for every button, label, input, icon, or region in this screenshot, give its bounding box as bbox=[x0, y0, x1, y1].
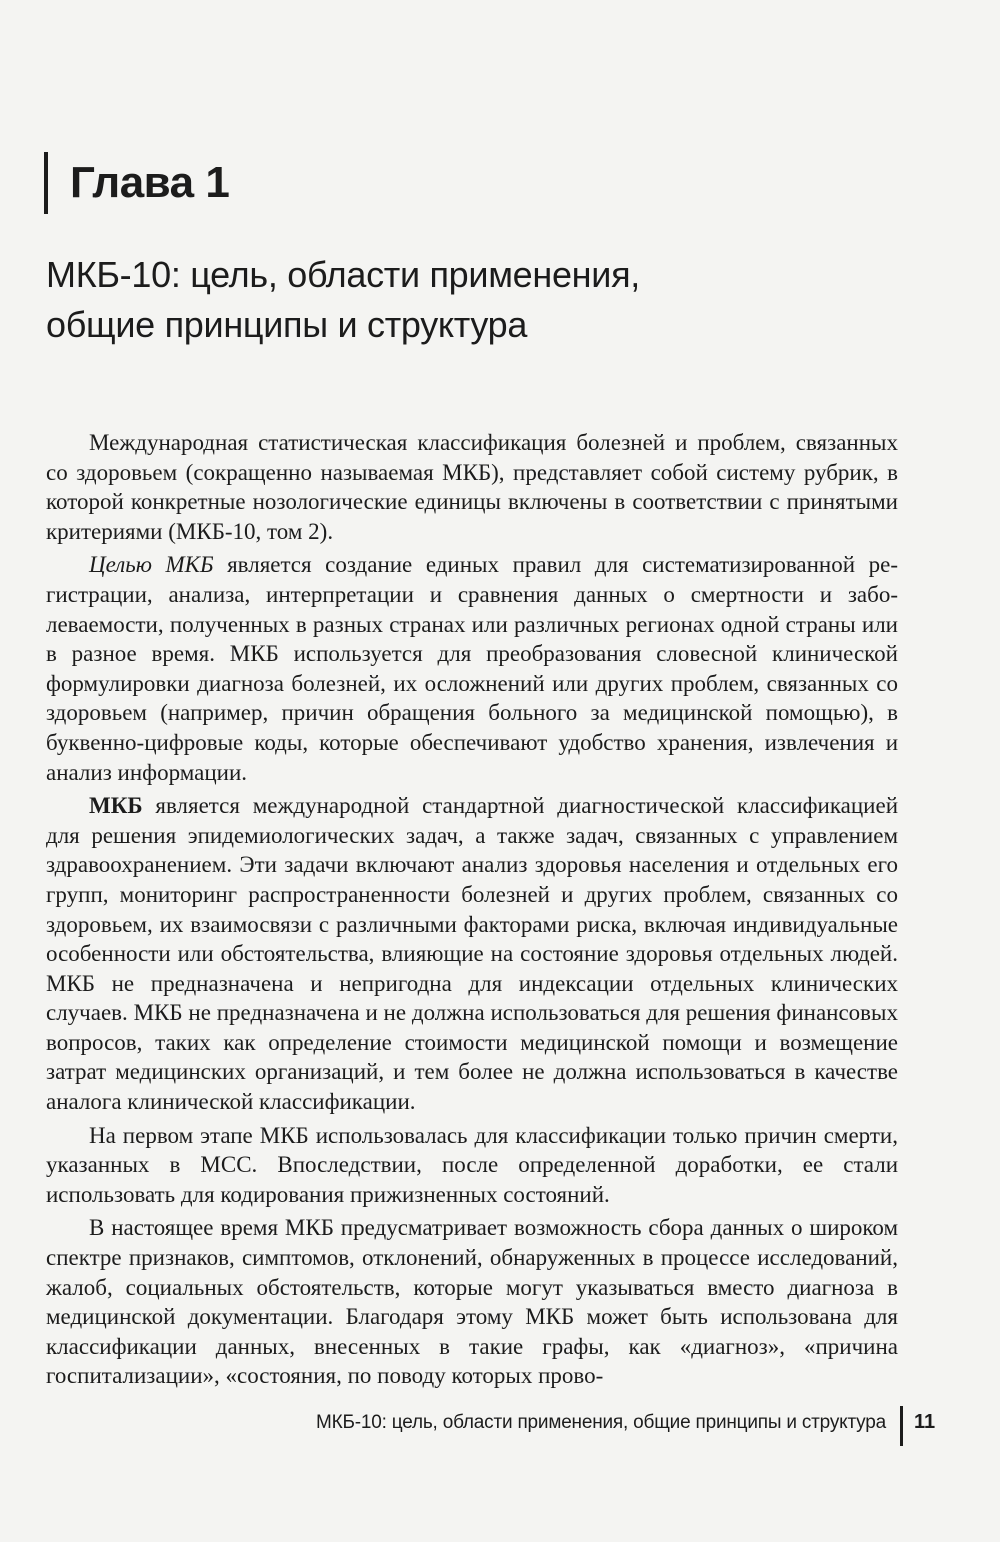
body-text bbox=[46, 428, 898, 1391]
chapter-label: Глава 1 bbox=[70, 158, 230, 207]
paragraph-2-text: является создание единых правил для систематизированной регистрации, анализа, интерпретации и сравнения данных о смертности и заболеваемости, полученных в разных странах или различных регионах одной страны или в разное время. МКБ используется для преобразования словесной клинической формулировки диагноза болезней, их осложнений или других проблем, связанных со здоровьем (например, причин обращения больного за медицинской помощью), в буквенно-цифровые коды, которые обеспечивают удобство хранения, извлечения и анализ информации. bbox=[46, 552, 898, 785]
chapter-heading bbox=[44, 152, 229, 214]
running-title: МКБ-10: цель, области применения, общие принципы и структура bbox=[315, 1412, 886, 1433]
page-title bbox=[46, 250, 946, 350]
page-number: 11 bbox=[914, 1411, 936, 1433]
paragraph-4: На первом этапе МКБ использовалась для классификации только причин смерти, указанных в МСС. Впоследствии, после определенной доработки, ее стали использовать для кодирования прижизненных состояний. bbox=[46, 1122, 898, 1207]
footer-divider bbox=[900, 1406, 903, 1446]
page-title-line-2: общие принципы и структура bbox=[46, 304, 528, 345]
page-title-line-1: МКБ-10: цель, области применения, bbox=[46, 254, 640, 295]
paragraph-3-text: является международной стандартной диагностической классификацией для решения эпидемиологических задач, а также задач, связанных с управлением здравоохранением. Эти задачи включают анализ здоровья населения и отдельных его групп, мониторинг распространенности болезней и других проблем, связанных со здоровьем, их взаимосвязи с различными факторами риска, включая индивидуальные особенности или обстоятельства, влияющие на состояние здоровья отдельных людей. МКБ не предназначена и непригодна для индексации отдельных клинических случаев. МКБ не предназначена и не должна использоваться для решения финансовых вопросов, таких как определение стоимости медицинской помощи и возмещение затрат медицинских организаций, и тем более не должна использоваться в качестве аналога клинической классификации. bbox=[46, 793, 898, 1115]
paragraph-3 bbox=[46, 791, 898, 1117]
paragraph-1: Международная статистическая классификация болезней и проблем, связанных со здоровьем (сокращенно называемая МКБ), представляет собой систему рубрик, в которой конкретные нозологические единицы включены в соответствии с принятыми критериями (МКБ-10, том 2). bbox=[46, 430, 898, 544]
paragraph-2-emphasis: Целью МКБ bbox=[89, 552, 214, 578]
page-footer bbox=[0, 1406, 1000, 1446]
paragraph-5: В настоящее время МКБ предусматривает возможность сбора данных о широком спектре признаков, симптомов, отклонений, обнаруженных в процессе исследований, жалоб, социальных обстоятельств, которые могут указываться вместо диагноза в медицинской документации. Благодаря этому МКБ может быть использована для классификации данных, внесенных в такие графы, как «диагноз», «причина госпитализации», «состояния, по поводу которых прово- bbox=[46, 1215, 898, 1389]
paragraph-3-bold: МКБ bbox=[89, 793, 143, 819]
paragraph-2 bbox=[46, 550, 898, 787]
chapter-divider bbox=[44, 152, 48, 214]
